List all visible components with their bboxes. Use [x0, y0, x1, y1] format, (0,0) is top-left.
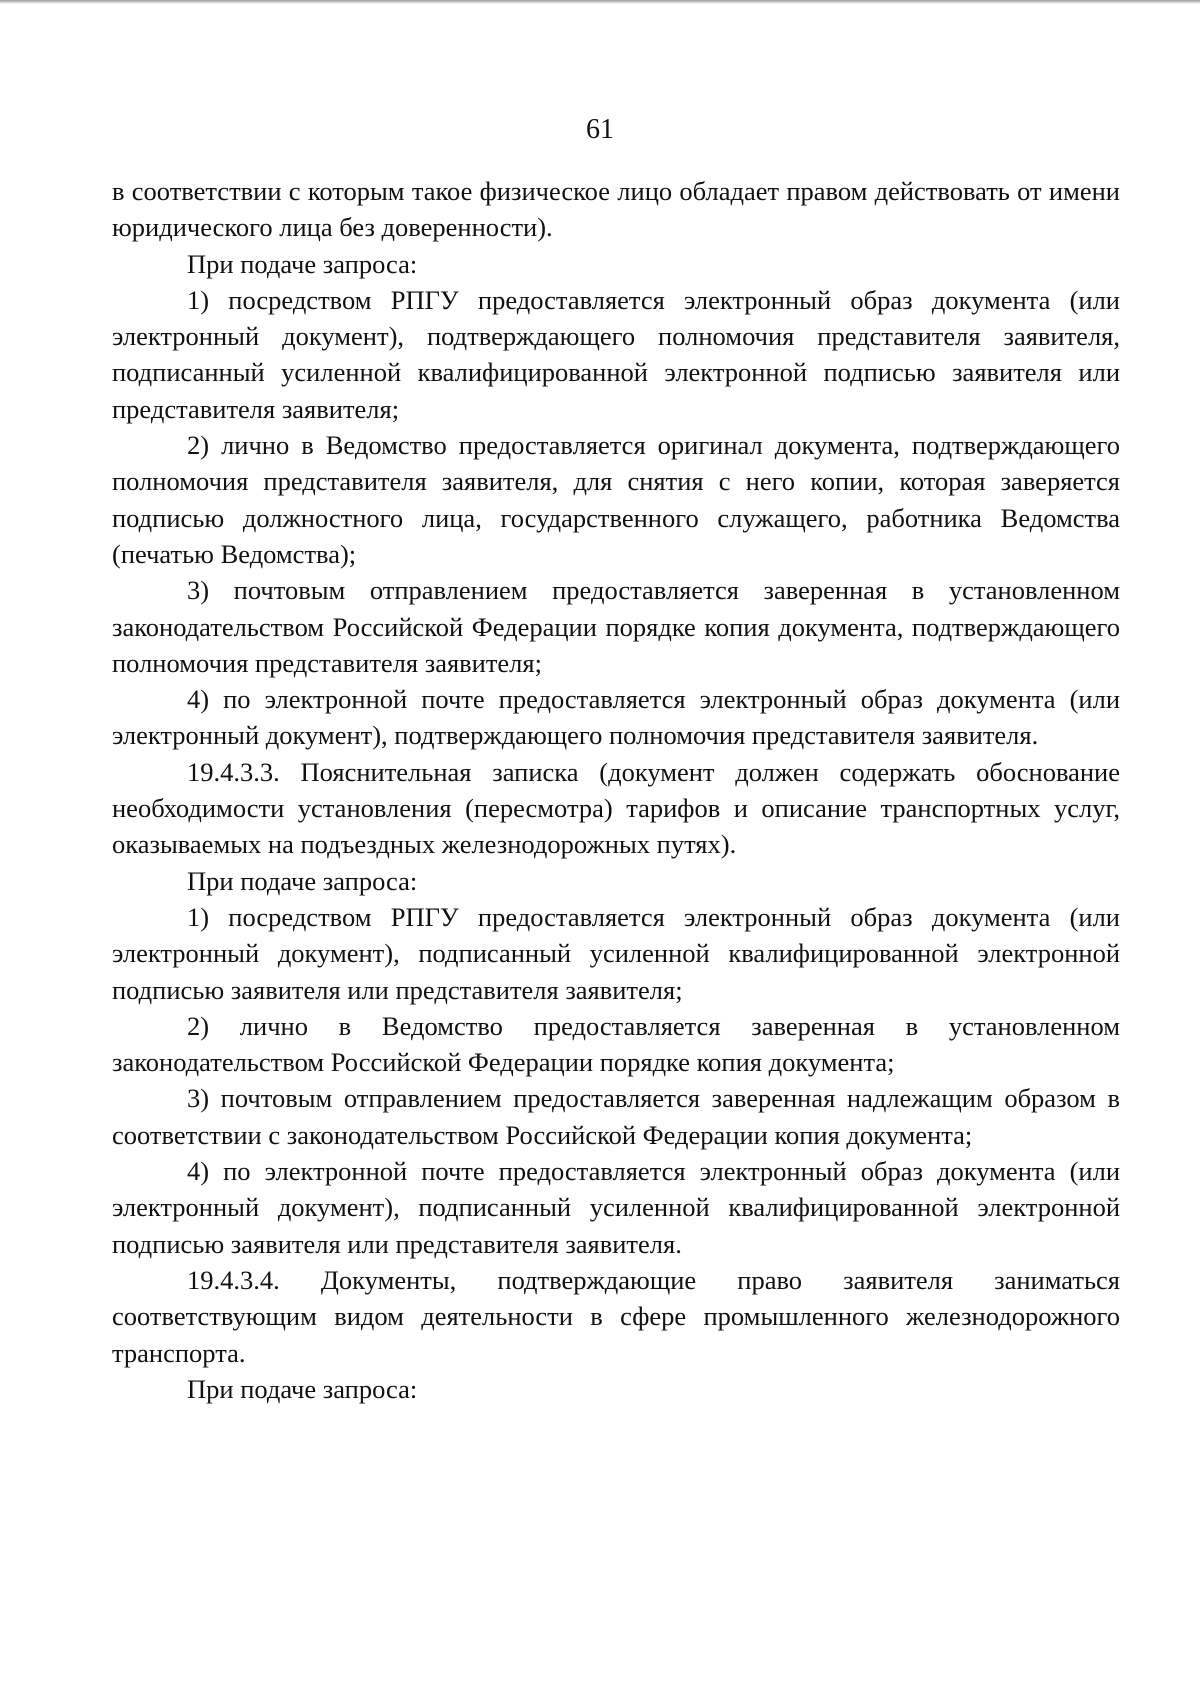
paragraph-item-2: 2) лично в Ведомство предоставляется заверенная в установленном законодательством Российской Федерации порядке копия документа;	[112, 1010, 1120, 1078]
paragraph-item-3: 3) почтовым отправлением предоставляется заверенная в установленном законодательством Российской Федерации порядке копия документа, подтверждающего полномочия представителя заявителя;	[112, 575, 1120, 678]
paragraph-section-19-4-3-3: 19.4.3.3. Пояснительная записка (документ должен содержать обоснование необходимости установления (пересмотра) тарифов и описание транспортных услуг, оказываемых на подъездных железнодорожных путях).	[112, 756, 1120, 860]
paragraph-continuation: в соответствии с которым такое физическое лицо обладает правом действовать от имени юридического лица без доверенности).	[112, 176, 1120, 243]
paragraph-section-19-4-3-4: 19.4.3.4. Документы, подтверждающие право заявителя заниматься соответствующим видом деятельности в сфере промышленного железнодорожного транспорта.	[112, 1264, 1120, 1368]
scan-top-edge	[0, 0, 1200, 4]
document-body	[112, 173, 1120, 1407]
paragraph-item-1: 1) посредством РПГУ предоставляется электронный образ документа (или электронный документ), подписанный усиленной квалифицированной электронной подписью заявителя или представителя заявителя;	[112, 901, 1120, 1005]
paragraph-request-heading: При подаче запроса:	[187, 248, 418, 279]
paragraph-item-1: 1) посредством РПГУ предоставляется электронный образ документа (или электронный документ), подтверждающего полномочия представителя заявителя, подписанный усиленной квалифицированной электронной подписью заявителя или представителя заявителя;	[112, 284, 1120, 424]
page-number: 61	[586, 114, 614, 145]
paragraph-item-2: 2) лично в Ведомство предоставляется оригинал документа, подтверждающего полномочия представителя заявителя, для снятия с него копии, которая заверяется подписью должностного лица, государственного служащего, работника Ведомства (печатью Ведомства);	[112, 430, 1120, 569]
paragraph-item-3: 3) почтовым отправлением предоставляется заверенная надлежащим образом в соответствии с законодательством Российской Федерации копия документа;	[112, 1083, 1120, 1150]
paragraph-request-heading: При подаче запроса:	[187, 865, 418, 896]
paragraph-item-4: 4) по электронной почте предоставляется электронный образ документа (или электронный документ), подписанный усиленной квалифицированной электронной подписью заявителя или представителя заявителя.	[112, 1156, 1120, 1259]
paragraph-item-4: 4) по электронной почте предоставляется электронный образ документа (или электронный документ), подтверждающего полномочия представителя заявителя.	[112, 684, 1120, 751]
paragraph-request-heading: При подаче запроса:	[187, 1373, 418, 1404]
